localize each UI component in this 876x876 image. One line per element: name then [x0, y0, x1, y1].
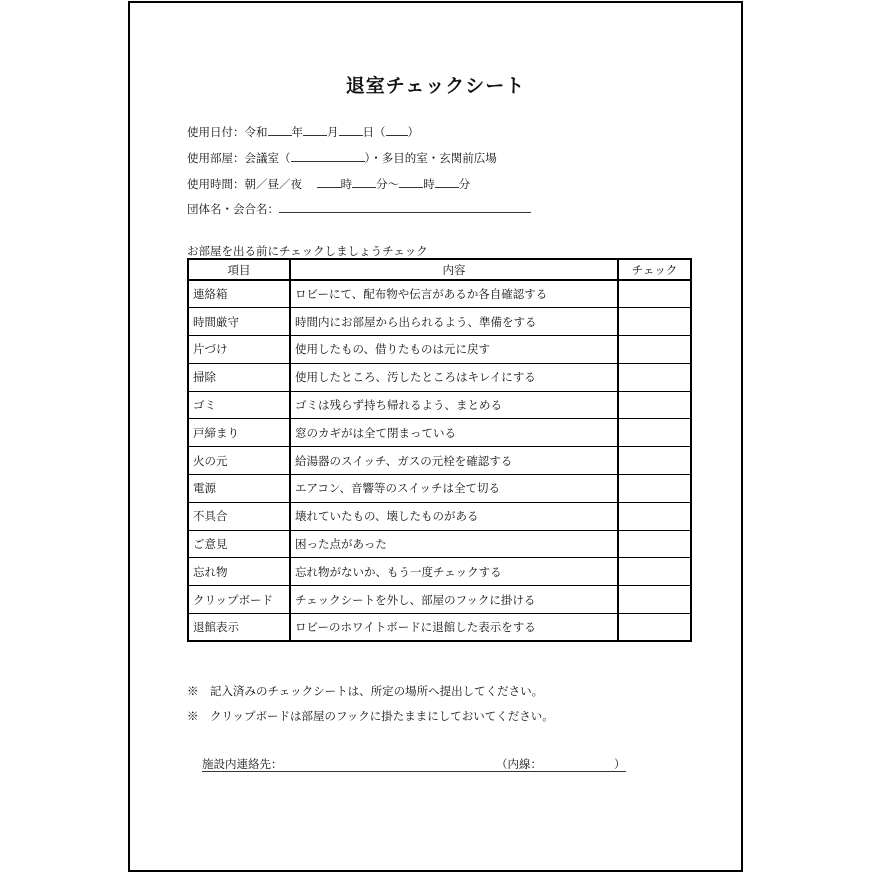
- room-blank[interactable]: [291, 150, 365, 162]
- row-content: 時間内にお部屋から出られるよう、準備をする: [290, 308, 618, 336]
- min2-label: 分: [458, 177, 471, 191]
- row-item: ご意見: [188, 530, 290, 558]
- weekday-blank[interactable]: [386, 124, 408, 136]
- table-row: [188, 614, 691, 642]
- row-check-box[interactable]: [618, 502, 691, 530]
- row-item: 忘れ物: [188, 558, 290, 586]
- row-item: 火の元: [188, 447, 290, 475]
- room-field: [187, 150, 497, 166]
- month-blank[interactable]: [303, 124, 327, 136]
- table-row: [188, 391, 691, 419]
- row-content: ロビーのホワイトボードに退館した表示をする: [290, 614, 618, 642]
- row-content: 窓のカギがは全て閉まっている: [290, 419, 618, 447]
- section-label: お部屋を出る前にチェックしましょうチェック: [187, 244, 428, 258]
- day-label: 日（: [362, 125, 386, 139]
- row-check-box[interactable]: [618, 280, 691, 308]
- group-field: [187, 201, 531, 217]
- note-2: ※ クリップボードは部屋のフックに掛たままにしておいてください。: [187, 709, 554, 723]
- row-item: 電源: [188, 475, 290, 503]
- room-label: 使用部屋：会議室（: [187, 151, 291, 165]
- row-item: 時間厳守: [188, 308, 290, 336]
- table-row: [188, 447, 691, 475]
- time-label: 使用時間：朝／昼／夜: [187, 177, 302, 191]
- document-page: [128, 1, 743, 872]
- min1-blank[interactable]: [352, 176, 376, 188]
- row-content: エアコン、音響等のスイッチは全て切る: [290, 475, 618, 503]
- table-row: [188, 558, 691, 586]
- row-check-box[interactable]: [618, 308, 691, 336]
- row-item: 連絡箱: [188, 280, 290, 308]
- table-row: [188, 280, 691, 308]
- row-check-box[interactable]: [618, 363, 691, 391]
- min2-blank[interactable]: [435, 176, 459, 188]
- row-content: 給湯器のスイッチ、ガスの元栓を確認する: [290, 447, 618, 475]
- row-content: 使用したもの、借りたものは元に戻す: [290, 336, 618, 364]
- min1-label: 分～: [376, 177, 400, 191]
- table-row: [188, 502, 691, 530]
- room-options: ）・多目的室・玄関前広場: [364, 151, 497, 165]
- row-content: チェックシートを外し、部屋のフックに掛ける: [290, 586, 618, 614]
- row-item: 掃除: [188, 363, 290, 391]
- row-content: 困った点があった: [290, 530, 618, 558]
- year-label: 年: [291, 125, 303, 139]
- row-item: 退館表示: [188, 614, 290, 642]
- row-check-box[interactable]: [618, 586, 691, 614]
- row-check-box[interactable]: [618, 475, 691, 503]
- row-check-box[interactable]: [618, 558, 691, 586]
- time-field: [187, 176, 470, 192]
- row-check-box[interactable]: [618, 336, 691, 364]
- table-row: [188, 530, 691, 558]
- note-1: ※ 記入済みのチェックシートは、所定の場所へ提出してください。: [187, 684, 544, 698]
- row-content: 壊れていたもの、壊したものがある: [290, 502, 618, 530]
- row-check-box[interactable]: [618, 447, 691, 475]
- row-content: ゴミは残らず持ち帰れるよう、まとめる: [290, 391, 618, 419]
- hour2-label: 時: [423, 177, 435, 191]
- hour1-label: 時: [340, 177, 353, 191]
- row-check-box[interactable]: [618, 614, 691, 642]
- row-check-box[interactable]: [618, 419, 691, 447]
- row-check-box[interactable]: [618, 391, 691, 419]
- extension-label: （内線：: [496, 757, 542, 771]
- date-field: [187, 124, 419, 140]
- year-blank[interactable]: [268, 124, 292, 136]
- row-item: クリップボード: [188, 586, 290, 614]
- table-row: [188, 475, 691, 503]
- row-content: 使用したところ、汚したところはキレイにする: [290, 363, 618, 391]
- table-row: [188, 363, 691, 391]
- row-content: 忘れ物がないか、もう一度チェックする: [290, 558, 618, 586]
- table-row: [188, 419, 691, 447]
- contact-label: 施設内連絡先：: [202, 757, 283, 771]
- header-check: チェック: [618, 259, 691, 280]
- row-item: 戸締まり: [188, 419, 290, 447]
- hour1-blank[interactable]: [317, 176, 341, 188]
- group-label: 団体名・会合名：: [187, 202, 279, 216]
- row-content: ロビーにて、配布物や伝言があるか各自確認する: [290, 280, 618, 308]
- contact-field: [202, 756, 626, 772]
- table-row: [188, 586, 691, 614]
- row-item: 不具合: [188, 502, 290, 530]
- row-item: ゴミ: [188, 391, 290, 419]
- header-content: 内容: [290, 259, 618, 280]
- extension-close: ）: [614, 757, 626, 771]
- checklist-table: [187, 258, 692, 642]
- table-row: [188, 336, 691, 364]
- month-label: 月: [327, 125, 339, 139]
- hour2-blank[interactable]: [399, 176, 423, 188]
- weekday-close: ）: [407, 125, 419, 139]
- group-blank[interactable]: [279, 201, 531, 213]
- row-item: 片づけ: [188, 336, 290, 364]
- day-blank[interactable]: [339, 124, 363, 136]
- table-header-row: [188, 259, 691, 280]
- document-title: 退室チェックシート: [345, 75, 526, 97]
- date-label: 使用日付：令和: [187, 125, 268, 139]
- row-check-box[interactable]: [618, 530, 691, 558]
- header-item: 項目: [188, 259, 290, 280]
- table-row: [188, 308, 691, 336]
